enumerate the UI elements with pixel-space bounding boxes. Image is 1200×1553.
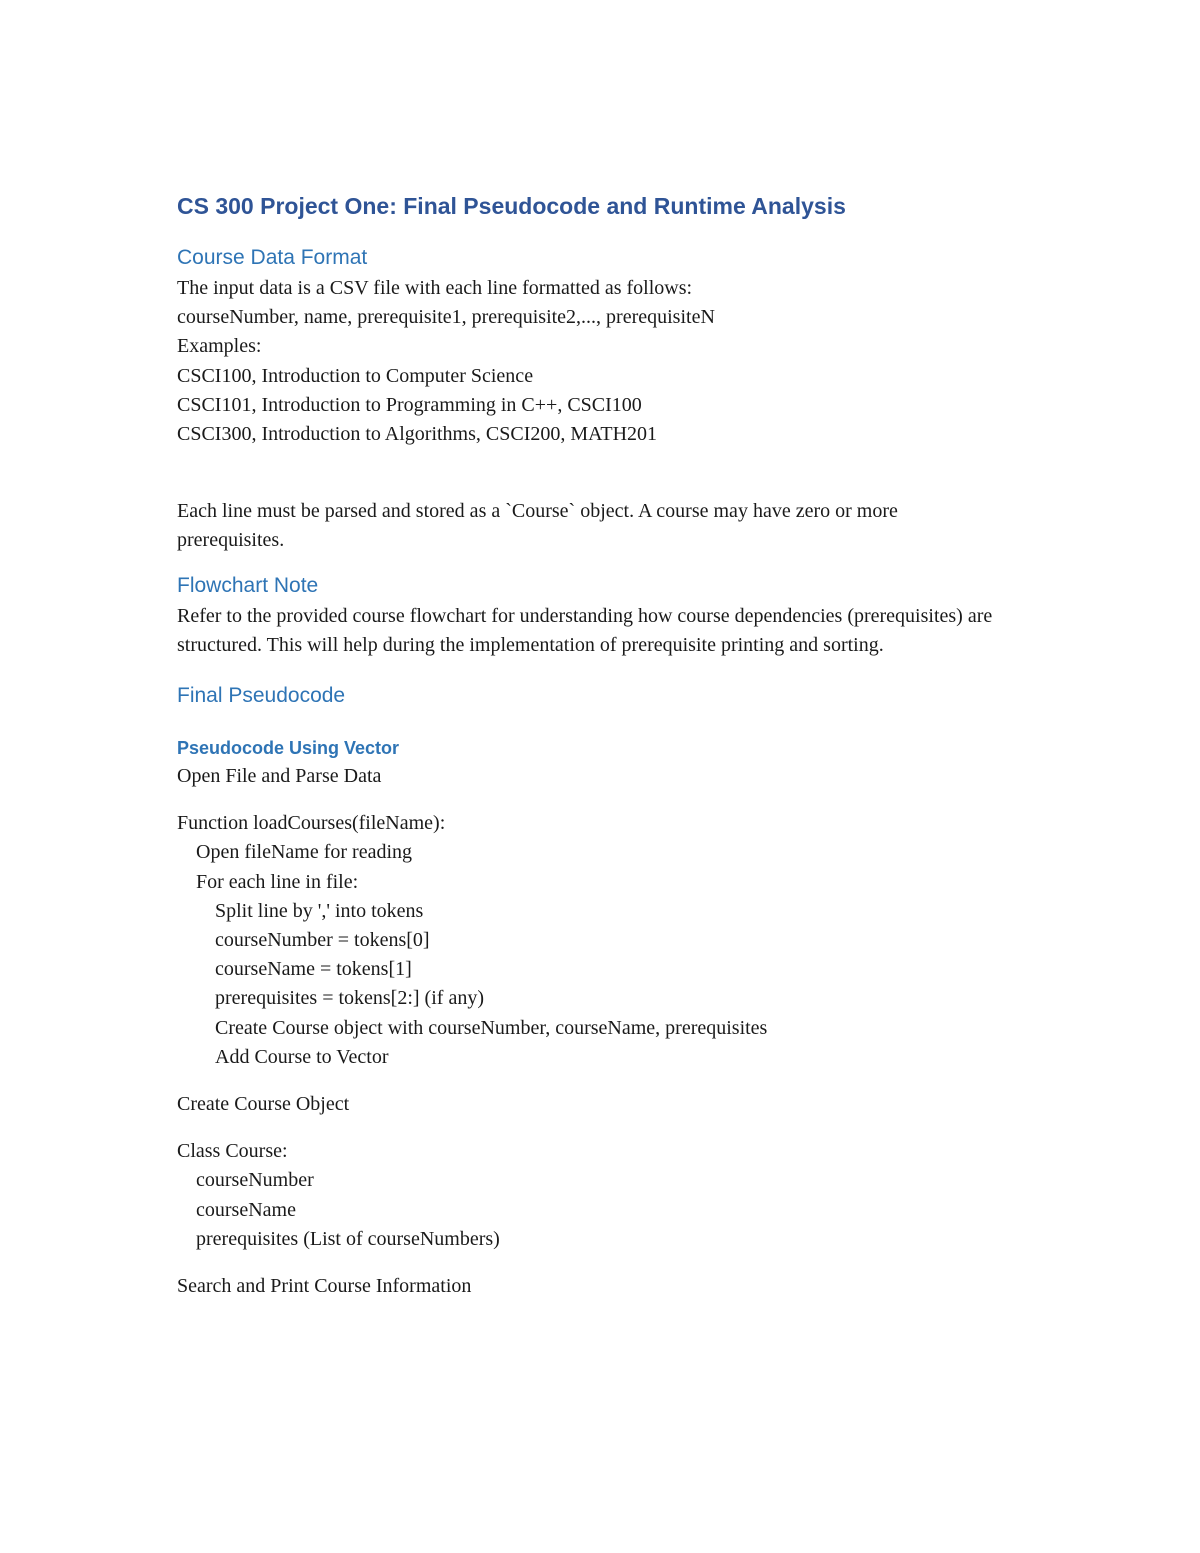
code-line: Create Course object with courseNumber, courseName, prerequisites [215,1016,768,1039]
examples-label: Examples: [177,335,262,358]
code-line: For each line in file: [196,870,359,893]
code-line: courseNumber [196,1169,314,1192]
code-line: courseName [196,1198,296,1221]
heading-flowchart-note: Flowchart Note [177,573,319,597]
example-line-2: CSCI101, Introduction to Programming in C++, CSCI100 [177,393,642,416]
document-content [177,188,1037,1301]
code-line: Class Course: [177,1140,288,1163]
code-line: courseName = tokens[1] [215,958,412,981]
heading-final-pseudocode: Final Pseudocode [177,684,346,708]
format-intro-line: The input data is a CSV file with each line formatted as follows: [177,277,693,299]
code-line: courseNumber = tokens[0] [215,929,430,952]
course-object-paragraph: Each line must be parsed and stored as a `Course` object. A course may have zero or more prerequisites. [177,500,898,552]
create-object-label: Create Course Object [177,1093,350,1116]
code-line: Add Course to Vector [215,1045,389,1068]
heading-course-data-format: Course Data Format [177,246,368,269]
code-line: prerequisites = tokens[2:] (if any) [215,987,484,1010]
code-line: Function loadCourses(fileName): [177,812,446,835]
document-title: CS 300 Project One: Final Pseudocode and Runtime Analysis [177,193,846,219]
heading-pseudocode-vector: Pseudocode Using Vector [177,738,400,759]
code-line: Open fileName for reading [196,841,413,864]
code-line: prerequisites (List of courseNumbers) [196,1227,500,1250]
format-pattern-line: courseNumber, name, prerequisite1, prerequisite2,..., prerequisiteN [177,306,715,329]
example-line-1: CSCI100, Introduction to Computer Science [177,364,534,387]
code-line: Split line by ',' into tokens [215,899,424,922]
example-line-3: CSCI300, Introduction to Algorithms, CSCI200, MATH201 [177,423,658,446]
open-file-label: Open File and Parse Data [177,765,382,788]
flowchart-paragraph: Refer to the provided course flowchart for understanding how course dependencies (prerequisites) are structured. This will help during the implementation of prerequisite printing and sorting. [177,604,993,656]
search-label: Search and Print Course Information [177,1275,472,1298]
